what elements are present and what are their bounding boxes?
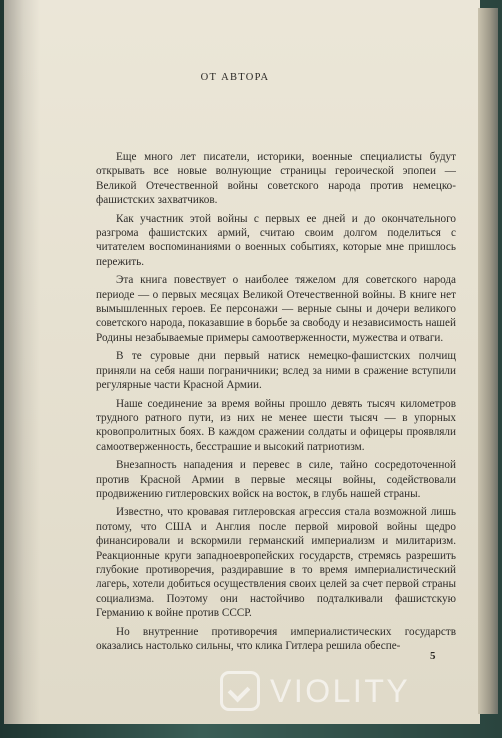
- paragraph: Но внутренние противоречия империалистических государств оказались настолько сильны, что клика Гитлера решила обеспе-: [96, 625, 456, 652]
- page-number: 5: [430, 650, 436, 662]
- body-text: [96, 150, 456, 657]
- violity-logo-icon: [220, 671, 260, 711]
- watermark-text: VIOLITY: [270, 672, 411, 709]
- paragraph: Известно, что кровавая гитлеровская агрессия стала возможной лишь потому, что США и Англия после первой мировой войны щедро финансировали и вскормили германский империализм и милитаризм. Реакционные круги западноевропейских государств, стремясь разрешить глубокие противоречия, раздиравшие в то время империалистический лагерь, хотели добиться осуществления своих целей за счет первой страны социализма. Поэтому они настойчиво подталкивали фашистскую Германию к войне против СССР.: [96, 506, 456, 620]
- page-stack-edge: [478, 8, 498, 714]
- paragraph: Еще много лет писатели, историки, военные специалисты будут открывать все новые волнующие страницы героической эпопеи — Великой Отечественной войны советского народа против немецко-фашистских захватчиков.: [96, 151, 456, 207]
- page-gutter-shadow: [4, 0, 40, 724]
- paragraph: Как участник этой войны с первых ее дней и до окончательного разгрома фашистских армий, считаю своим долгом поделиться с читателем воспоминаниями о военных событиях, которые мне пришлось пережить.: [96, 212, 456, 268]
- paragraph: Эта книга повествует о наиболее тяжелом для советского народа периоде — о первых месяцах Великой Отечественной войны. В книге нет вымышленных героев. Ее персонажи — верные сыны и дочери великого советского народа, показавшие в борьбе за свободу и независимость нашей Родины незабываемые примеры самоотверженности, мужества и отваги.: [96, 274, 456, 344]
- watermark: [220, 668, 490, 714]
- paragraph: Внезапность нападения и перевес в силе, тайно сосредоточенной против Красной Армии в первые месяцы войны, содействовали продвижению гитлеровских войск на восток, в глубь нашей страны.: [96, 459, 456, 500]
- chapter-heading: ОТ АВТОРА: [200, 72, 270, 83]
- paragraph: Наше соединение за время войны прошло девять тысяч километров трудного ратного пути, из них не менее шести тысяч — в упорных кровопролитных боях. В каждом сражении солдаты и офицеры проявляли самоотверженность, бесстрашие и высокий патриотизм.: [96, 397, 456, 453]
- paragraph: В те суровые дни первый натиск немецко-фашистских полчищ приняли на себя наши пограничники; вслед за ними в сражение вступили регулярные части Красной Армии.: [96, 350, 456, 392]
